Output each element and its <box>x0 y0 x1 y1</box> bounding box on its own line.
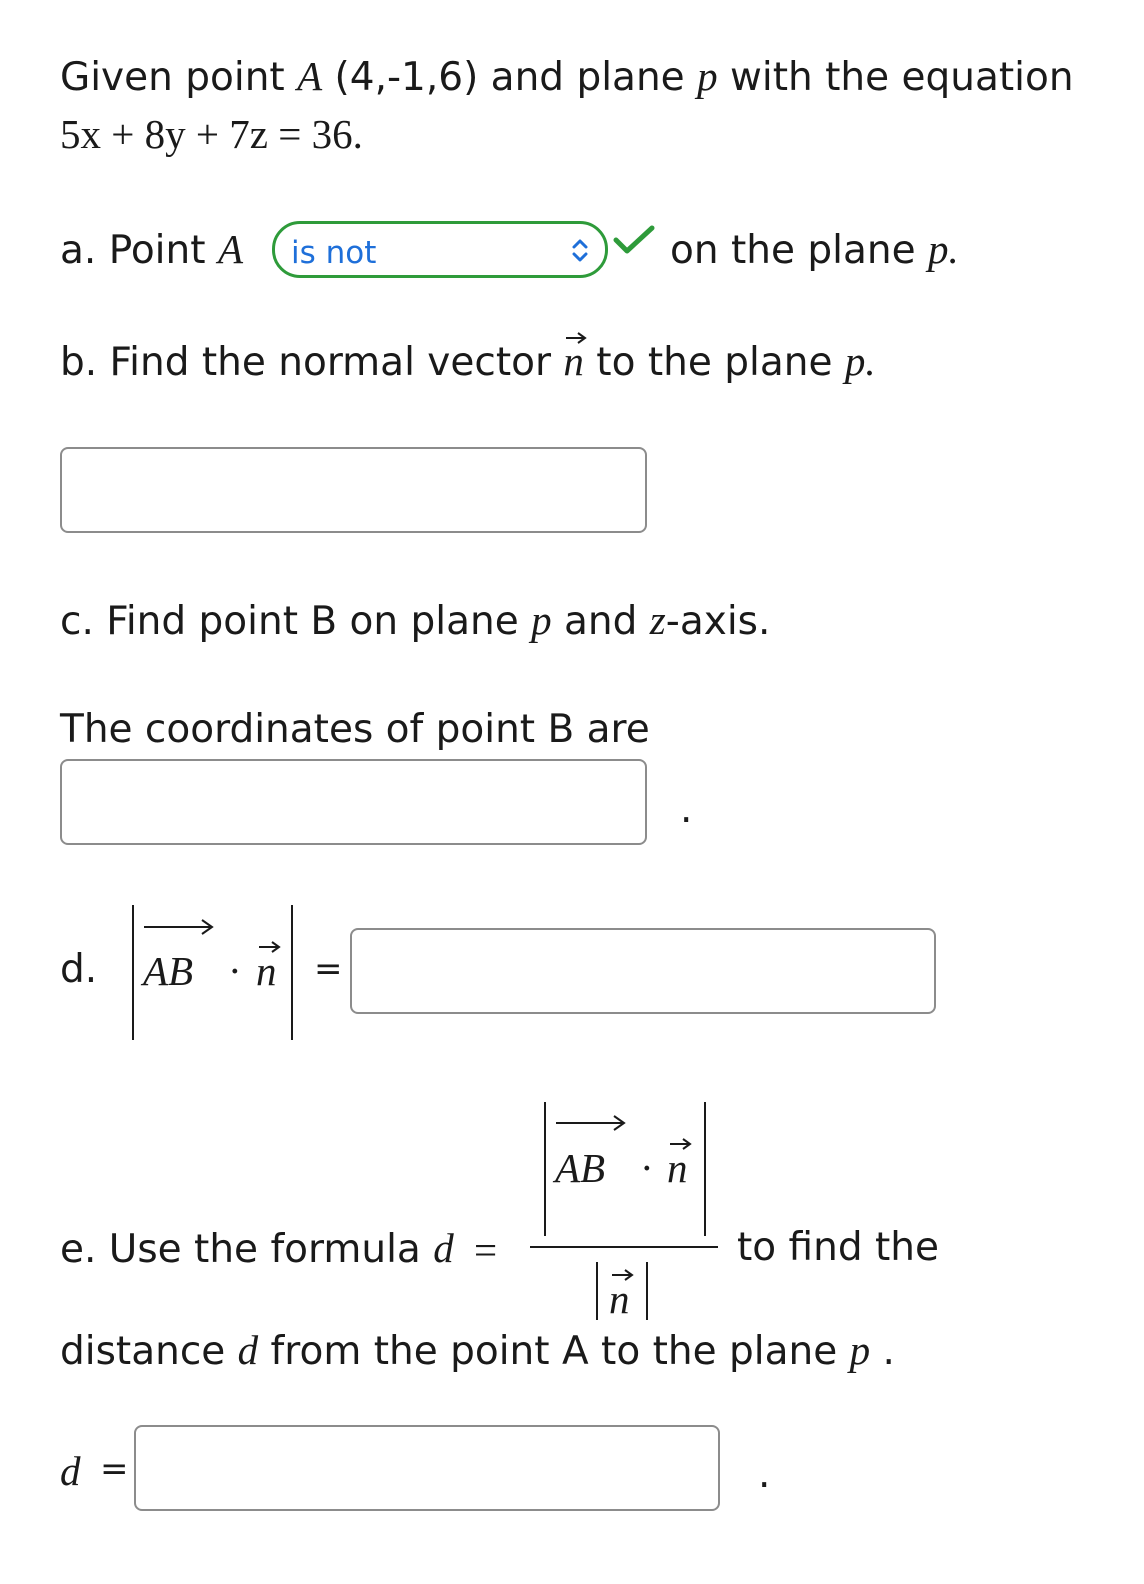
point-a-label: A <box>297 53 323 99</box>
part-b-question <box>60 338 876 385</box>
dot-operator: · <box>228 948 242 994</box>
distance-input[interactable] <box>134 1425 720 1511</box>
chevron-up-down-icon <box>569 232 591 268</box>
part-a-suffix <box>670 226 959 273</box>
abs-bar-left <box>132 905 134 1040</box>
intro-suffix: with the equation <box>717 55 1074 100</box>
part-e-line2-end: . <box>870 1329 895 1374</box>
vector-arrow-icon <box>554 1113 628 1133</box>
part-e-line2-text: distance <box>60 1329 238 1374</box>
part-e-line2-mid: from the point A to the plane <box>258 1329 850 1374</box>
normal-vector-symbol: n <box>563 338 584 384</box>
part-c-question <box>60 597 771 644</box>
plane-equation: 5x + 8y + 7z = 36. <box>60 111 363 157</box>
dot-product-input[interactable] <box>350 928 936 1014</box>
part-e-prefix <box>60 1225 454 1272</box>
plane-label: p <box>697 53 718 99</box>
num-vector-n: n <box>667 1145 688 1191</box>
answer-equals: = <box>100 1449 129 1489</box>
point-b-label: The coordinates of point B are <box>60 707 650 752</box>
point-b-period: . <box>680 787 693 832</box>
abs-bar-right <box>291 905 293 1040</box>
distance-period: . <box>758 1452 771 1497</box>
normal-vector-input[interactable] <box>60 447 647 533</box>
part-a-prefix <box>60 226 243 273</box>
part-a-plane-label: p. <box>927 226 959 272</box>
part-a-suffix-text: on the plane <box>670 228 928 273</box>
den-abs-bar-right <box>646 1262 648 1320</box>
part-c-middle: and <box>551 599 650 644</box>
answer-d-label: d <box>60 1448 81 1494</box>
vector-arrow-icon <box>142 917 216 937</box>
den-abs-bar-left <box>596 1262 598 1320</box>
part-c-text: c. Find point B on plane <box>60 599 532 644</box>
vector-arrow-icon <box>565 331 587 345</box>
part-b-suffix: to the plane <box>583 340 845 385</box>
part-c-plane-label: p <box>531 597 552 643</box>
part-d-equals: = <box>314 949 343 989</box>
part-e-line2-d: d <box>237 1327 259 1373</box>
intro-line-1 <box>60 53 1074 100</box>
num-vector-ab: AB <box>555 1145 606 1191</box>
part-e-text: e. Use the formula <box>60 1227 434 1272</box>
part-a-point-label: A <box>217 226 243 272</box>
part-a-select-value: is not <box>291 235 377 271</box>
part-a-text: a. Point <box>60 228 218 273</box>
part-e-suffix: to find the <box>737 1225 939 1270</box>
den-vector-n: n <box>609 1276 630 1322</box>
point-b-input[interactable] <box>60 759 647 845</box>
part-e-line2-p: p <box>849 1327 871 1373</box>
part-b-plane-label: p. <box>844 338 876 384</box>
num-dot-operator: · <box>640 1145 654 1191</box>
checkmark-icon <box>612 222 656 258</box>
part-e-line-2 <box>60 1327 895 1374</box>
part-d-label: d. <box>60 947 98 992</box>
num-abs-bar-right <box>704 1102 706 1236</box>
part-c-suffix: -axis. <box>665 599 771 644</box>
distance-symbol: d <box>433 1225 454 1271</box>
intro-text: Given point <box>60 55 298 100</box>
num-abs-bar-left <box>544 1102 546 1236</box>
fraction-line <box>530 1246 718 1248</box>
part-b-text: b. Find the normal vector <box>60 340 564 385</box>
part-a-select[interactable] <box>272 221 608 278</box>
vector-n: n <box>256 948 277 994</box>
vector-ab: AB <box>143 948 194 994</box>
z-axis-label: z <box>649 597 666 643</box>
point-a-coords: (4,-1,6) and plane <box>322 55 698 100</box>
formula-equals: = <box>474 1227 498 1273</box>
